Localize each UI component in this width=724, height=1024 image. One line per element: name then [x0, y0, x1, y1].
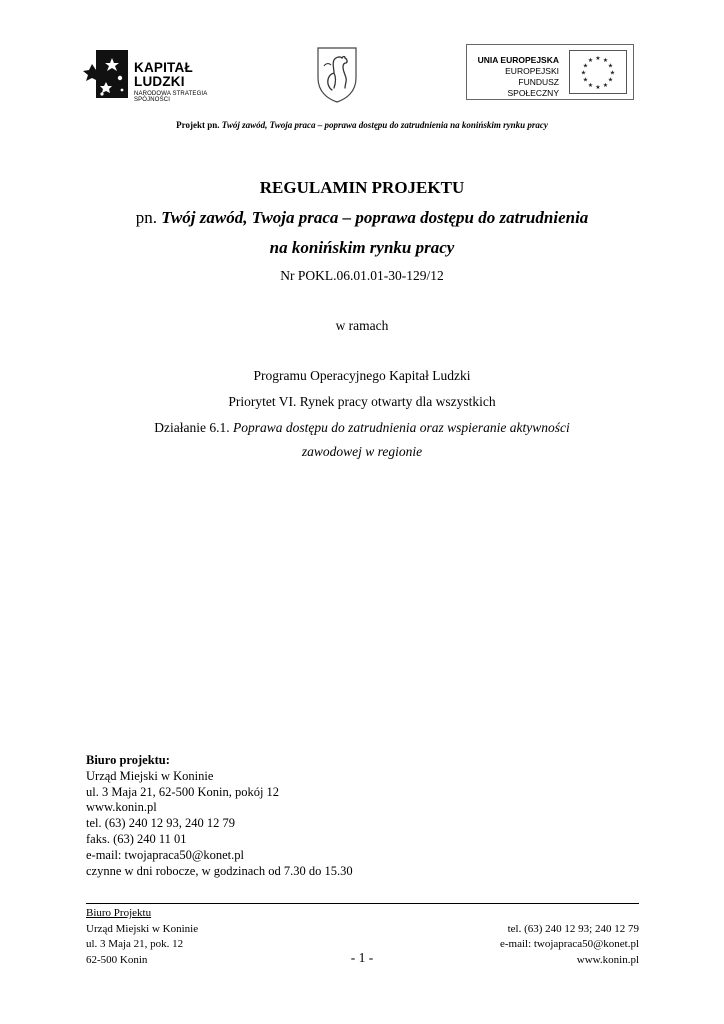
svg-text:★: ★ [580, 69, 587, 77]
project-name-prefix: pn. [135, 208, 162, 227]
within-label: w ramach [335, 318, 389, 333]
action-prefix: Działanie 6.1. [154, 420, 233, 435]
footer-left-line: 62-500 Konin [86, 953, 148, 966]
footer-left-line: ul. 3 Maja 21, pok. 12 [86, 938, 184, 950]
action-italic: Poprawa dostępu do zatrudnienia oraz wspieranie aktywności [232, 420, 570, 435]
kapital-ludzki-subtitle: NARODOWA STRATEGIA SPÓJNOŚCI [134, 91, 208, 103]
kapital-ludzki-title: KAPITAŁ LUDZKI [134, 60, 193, 89]
eu-logo-line2: EUROPEJSKI [505, 66, 559, 76]
office-line: tel. (63) 240 12 93, 240 12 79 [86, 816, 235, 831]
running-header-title: Twój zawód, Twoja praca – poprawa dostępu do zatrudnienia na konińskim rynku pracy [221, 120, 548, 130]
svg-text:★: ★ [587, 57, 594, 64]
svg-text:★: ★ [595, 55, 601, 62]
project-name-line2: na konińskim rynku pracy [269, 238, 455, 257]
footer-website[interactable]: www.konin.pl [576, 953, 639, 966]
office-website[interactable]: www.konin.pl [86, 800, 157, 815]
office-email[interactable]: e-mail: twojapraca50@konet.pl [86, 847, 244, 862]
footer-phone: tel. (63) 240 12 93; 240 12 79 [507, 922, 639, 935]
eu-social-fund-logo [466, 44, 634, 100]
priority-name: Priorytet VI. Rynek pracy otwarty dla wszystkich [228, 394, 496, 409]
page-number: - 1 - [350, 950, 374, 965]
office-line: faks. (63) 240 11 01 [86, 831, 187, 846]
office-line: czynne w dni robocze, w godzinach od 7.30 do 15.30 [86, 863, 353, 878]
office-line: ul. 3 Maja 21, 62-500 Konin, pokój 12 [86, 784, 280, 799]
konin-crest-logo [312, 44, 362, 104]
horse-crest-icon [312, 44, 362, 104]
kapital-ludzki-emblem-icon [82, 44, 130, 104]
svg-text:★: ★ [607, 62, 614, 70]
svg-text:★: ★ [582, 62, 589, 70]
office-line: Urząd Miejski w Koninie [86, 768, 214, 783]
footer-email[interactable]: e-mail: twojapraca50@konet.pl [499, 938, 639, 950]
office-heading: Biuro projektu: [86, 753, 170, 767]
footer-left-line: Biuro Projektu [86, 907, 152, 919]
svg-text:★: ★ [602, 57, 609, 64]
svg-text:★: ★ [595, 84, 601, 91]
action-line2: zawodowej w regionie [301, 444, 423, 459]
svg-text:★: ★ [607, 76, 614, 84]
project-name-line1 [0, 208, 724, 228]
document-title: REGULAMIN PROJEKTU [259, 178, 465, 197]
svg-text:★: ★ [582, 76, 589, 84]
eu-flag-icon [569, 50, 627, 94]
program-name: Programu Operacyjnego Kapitał Ludzki [253, 368, 471, 383]
eu-logo-line1: UNIA EUROPEJSKA [477, 55, 559, 65]
project-office-block [86, 753, 353, 879]
action-line1 [0, 420, 724, 436]
kapital-ludzki-logo [82, 44, 244, 104]
running-header [0, 120, 724, 130]
svg-text:★: ★ [609, 69, 616, 77]
svg-text:★: ★ [587, 82, 594, 89]
footer-left-line: Urząd Miejski w Koninie [86, 922, 199, 935]
eu-logo-line3: FUNDUSZ SPOŁECZNY [507, 77, 559, 98]
footer-divider [86, 903, 639, 904]
svg-text:★: ★ [602, 82, 609, 89]
running-header-prefix: Projekt pn. [176, 120, 222, 130]
project-number: Nr POKL.06.01.01-30-129/12 [280, 268, 444, 283]
project-name-italic: Twój zawód, Twoja praca – poprawa dostępu do zatrudnienia [161, 208, 589, 227]
